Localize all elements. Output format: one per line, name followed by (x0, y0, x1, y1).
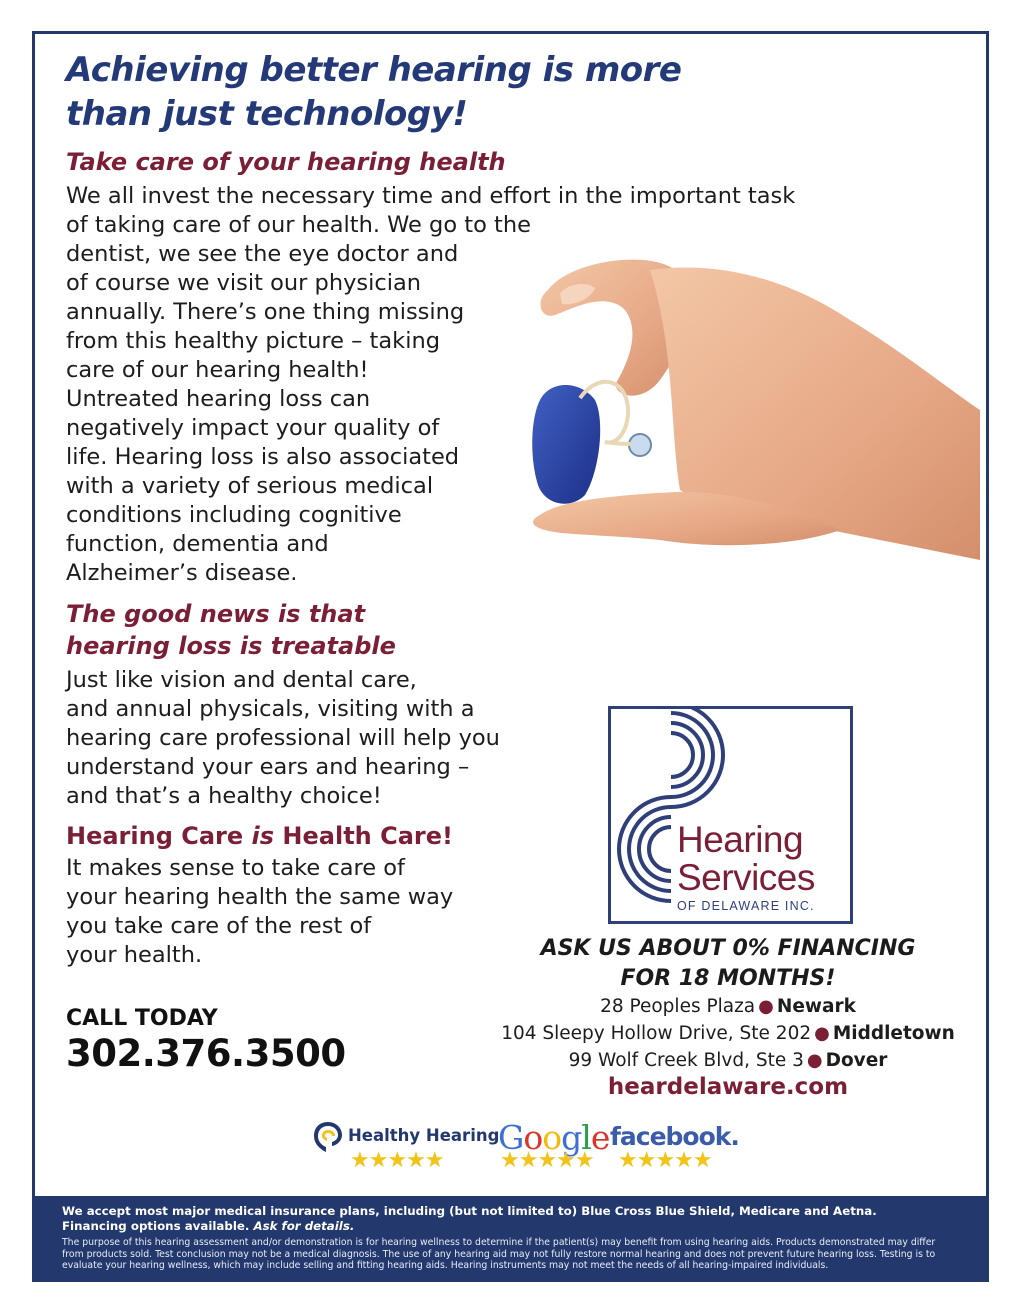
section2-line: understand your ears and hearing – (66, 754, 470, 780)
five-star-rating-icon: ★★★★★ (500, 1148, 594, 1173)
section1-line: of course we visit our physician (66, 270, 422, 296)
section2-line: and that’s a healthy choice! (66, 783, 382, 809)
page-headline (66, 48, 766, 136)
section1-line: Alzheimer’s disease. (66, 560, 298, 586)
headline-line-1: Achieving better hearing is more (66, 50, 682, 90)
section3-body (66, 854, 453, 970)
section1-line: We all invest the necessary time and effort in the important task (66, 183, 796, 209)
section2-body (66, 666, 500, 811)
five-star-rating-icon: ★★★★★ (350, 1148, 444, 1173)
five-star-rating-icon: ★★★★★ (618, 1148, 712, 1173)
section2-line: hearing care professional will help you (66, 725, 500, 751)
section1-line: care of our hearing health! (66, 357, 369, 383)
bullet-dot-icon: ● (806, 1050, 823, 1071)
section3-line: you take care of the rest of (66, 913, 372, 939)
logo-word-services: Services (677, 857, 815, 898)
call-today-label: CALL TODAY (66, 1006, 218, 1031)
section3-heading (66, 820, 453, 852)
section3-line: your hearing health the same way (66, 884, 454, 910)
section3-line: your health. (66, 942, 203, 968)
section1-line: life. Hearing loss is also associated (66, 444, 460, 470)
review-site-name: Healthy Hearing (348, 1126, 500, 1145)
section2-heading (66, 598, 396, 662)
hand-holding-hearing-aid-image (500, 230, 980, 650)
section1-line: Untreated hearing loss can (66, 386, 371, 412)
bullet-dot-icon: ● (814, 1023, 830, 1044)
section1-line: with a variety of serious medical (66, 473, 434, 499)
location-city: Middletown (832, 1023, 955, 1044)
location-city: Dover (825, 1050, 888, 1071)
section1-line: from this healthy picture – taking (66, 328, 440, 354)
hearing-services-logo (608, 706, 853, 924)
logo-word-hearing: Hearing (677, 819, 804, 860)
ear-icon (312, 1120, 344, 1154)
location-address: 99 Wolf Creek Blvd, Ste 3 (568, 1050, 804, 1071)
section3-heading-emphasis: is (251, 822, 275, 850)
review-site-name: facebook. (610, 1122, 739, 1151)
review-healthy-hearing[interactable] (312, 1118, 500, 1176)
location-middletown (480, 1021, 976, 1047)
financing-line-1: ASK US ABOUT 0% FINANCING (540, 936, 916, 961)
review-google[interactable] (498, 1118, 610, 1176)
financing-line-2: FOR 18 MONTHS! (620, 966, 836, 991)
footer-disclaimer (32, 1196, 989, 1282)
section2-heading-line-2: hearing loss is treatable (66, 632, 396, 660)
location-address: 104 Sleepy Hollow Drive, Ste 202 (501, 1023, 812, 1044)
section2-line: Just like vision and dental care, (66, 667, 417, 693)
section1-line: negatively impact your quality of (66, 415, 440, 441)
google-wordmark: Google (498, 1118, 610, 1157)
section1-line: annually. There’s one thing missing (66, 299, 465, 325)
location-city: Newark (776, 996, 856, 1017)
ask-for-details: Ask for details. (253, 1219, 355, 1233)
location-newark (480, 994, 976, 1020)
section2-line: and annual physicals, visiting with a (66, 696, 475, 722)
headline-line-2: than just technology! (66, 94, 468, 134)
section2-heading-line-1: The good news is that (66, 600, 366, 628)
insurance-text: We accept most major medical insurance plans, including (but not limited to) Blue Cross Blue Shield, Medicare and Aetna. (62, 1204, 877, 1218)
location-address: 28 Peoples Plaza (600, 996, 756, 1017)
section1-line: of taking care of our health. We go to the (66, 212, 531, 238)
section1-line: conditions including cognitive (66, 502, 402, 528)
section3-line: It makes sense to take care of (66, 855, 405, 881)
location-dover (480, 1048, 976, 1074)
phone-number[interactable]: 302.376.3500 (66, 1032, 346, 1075)
financing-offer (490, 934, 966, 994)
logo-subtitle: OF DELAWARE INC. (677, 899, 815, 913)
fine-print: The purpose of this hearing assessment and/or demonstration is for hearing wellness to determine if the patient(s) may benefit from using hearing aids. Products demonstrated may differ from products sold. Test conclusion may not be a medical diagnosis. The use of any hearing aid may not fully restore normal hearing and does not prevent future hearing loss. Testing is to evaluate your hearing wellness, which may include selling and fitting hearing aids. Hearing instruments may not meet the needs of all hearing-impaired individuals. (62, 1237, 936, 1271)
section3-heading-part: Health Care! (274, 822, 453, 850)
insurance-statement (62, 1204, 959, 1234)
bullet-dot-icon: ● (758, 996, 774, 1017)
review-facebook[interactable] (610, 1118, 739, 1176)
section1-heading: Take care of your hearing health (66, 148, 506, 176)
section3-heading-part: Hearing Care (66, 822, 252, 850)
section1-line: function, dementia and (66, 531, 329, 557)
financing-note: Financing options available. (62, 1219, 254, 1233)
website-link[interactable]: heardelaware.com (607, 1074, 849, 1100)
section1-line: dentist, we see the eye doctor and (66, 241, 459, 267)
